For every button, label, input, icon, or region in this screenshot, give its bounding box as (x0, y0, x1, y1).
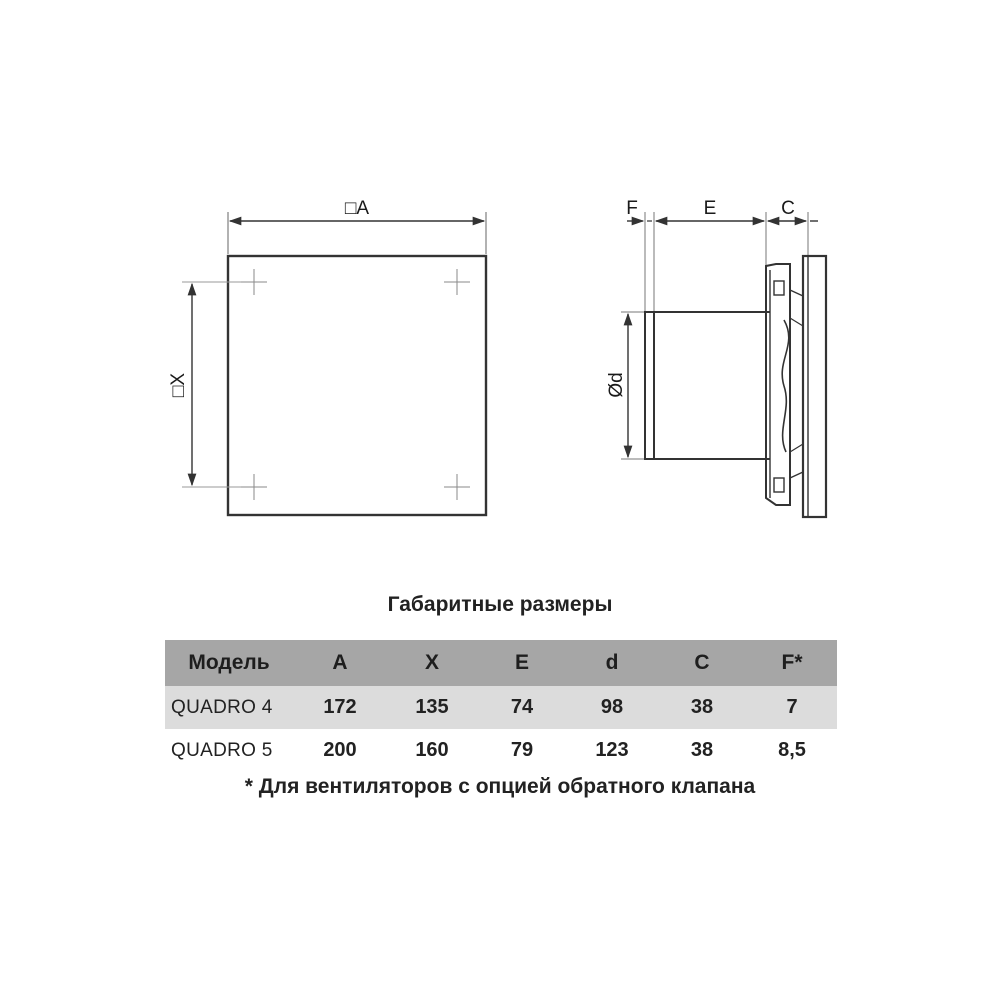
model-name: QUADRO 5 (171, 739, 273, 761)
model-name: QUADRO 4 (171, 696, 273, 718)
value-d: 123 (595, 739, 629, 761)
front-panel (228, 256, 486, 515)
value-a: 200 (323, 739, 357, 761)
value-d: 98 (600, 696, 624, 718)
dimensions-table (165, 640, 837, 772)
value-x: 160 (415, 739, 449, 761)
value-c: 38 (690, 739, 714, 761)
header-d: d (605, 651, 619, 674)
front-view (168, 198, 486, 515)
side-view (621, 212, 826, 517)
mounting-hole-crosshairs (241, 269, 470, 500)
header-c: C (694, 651, 710, 674)
footnote: * Для вентиляторов с опцией обратного клапана (244, 775, 756, 798)
value-c: 38 (690, 696, 714, 718)
header-f: F* (781, 651, 803, 674)
table-row (165, 686, 837, 729)
value-x: 135 (415, 696, 449, 718)
dimension-d-label: Ød (606, 372, 627, 398)
value-a: 172 (323, 696, 357, 718)
dimension-e-label: E (703, 198, 717, 219)
duct-spigot (645, 312, 654, 459)
value-e: 74 (510, 696, 534, 718)
dimension-a-label: □A (344, 198, 370, 219)
header-a: A (332, 651, 348, 674)
value-f: 8,5 (778, 739, 806, 761)
dimension-c-label: C (781, 198, 795, 219)
dimension-f-label: F (626, 198, 638, 219)
table-header-row (165, 640, 837, 686)
impeller-contour (782, 320, 789, 452)
dimension-x-label: □X (168, 372, 189, 398)
value-f: 7 (786, 696, 798, 718)
table-row (165, 729, 837, 772)
value-e: 79 (510, 739, 534, 761)
header-e: E (514, 651, 529, 674)
dimensions-title: Габаритные размеры (387, 593, 613, 616)
header-x: X (424, 651, 439, 674)
header-model: Модель (188, 651, 270, 674)
front-plate (803, 256, 826, 517)
